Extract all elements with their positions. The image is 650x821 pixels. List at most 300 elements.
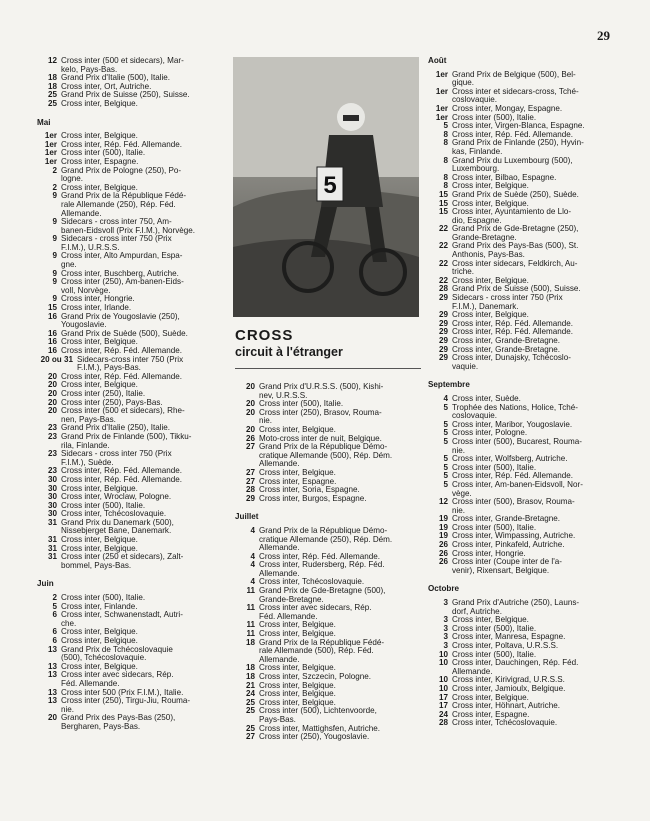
entry-line: Cross inter, Dunajsky, Tchécoslo- bbox=[452, 353, 571, 363]
entry-text bbox=[259, 707, 423, 724]
entry-line: triche. bbox=[452, 267, 475, 277]
entry-date: 26 bbox=[438, 557, 448, 567]
entry-line: Cross inter, Ayuntamiento de Llo- bbox=[452, 207, 572, 217]
entry-line: Cross inter et sidecars-cross, Tché- bbox=[452, 86, 579, 96]
entry-line: F.I.M.), U.R.S.S. bbox=[61, 242, 120, 252]
entry-line: Cross inter, Buschberg, Autriche. bbox=[61, 268, 179, 278]
entry-text bbox=[452, 208, 616, 225]
entry-text bbox=[452, 558, 616, 575]
entry-date: 18 bbox=[245, 672, 255, 681]
entry-text bbox=[61, 167, 223, 184]
entry-date: 29 bbox=[438, 353, 448, 363]
entry-date: 20 bbox=[47, 397, 57, 407]
entry-date: 29 bbox=[438, 327, 448, 337]
entry-line: Cross inter, Pinkafeld, Autriche. bbox=[452, 540, 565, 550]
entry-line: Cross inter, Hongrie. bbox=[61, 294, 135, 304]
entry-line: Cross inter, Schwanenstadt, Autri- bbox=[61, 610, 183, 620]
calendar-entry bbox=[428, 404, 616, 421]
entry-line: Cross inter, Tchécoslovaquie. bbox=[452, 718, 558, 728]
entry-line: Cross inter (500), Italie. bbox=[259, 399, 344, 409]
entry-line: Cross inter, Rudersberg, Rép. Féd. bbox=[259, 560, 385, 570]
entry-text bbox=[61, 100, 223, 109]
entry-date: 3 bbox=[443, 598, 448, 608]
entry-date: 29 bbox=[438, 310, 448, 320]
entry-line: Bergharen, Pays-Bas. bbox=[61, 721, 141, 731]
juillet-list bbox=[235, 527, 423, 742]
calendar-entry bbox=[37, 450, 223, 467]
entry-line: Cross inter, Mattighsfen, Autriche. bbox=[259, 723, 381, 733]
entry-date: 6 bbox=[52, 627, 57, 637]
entry-line: Cross inter (500), Italie. bbox=[452, 522, 537, 532]
entry-date: 17 bbox=[438, 701, 448, 711]
entry-line: Cross inter, Pologne. bbox=[452, 428, 528, 438]
entry-date: 15 bbox=[438, 207, 448, 217]
calendar-entry bbox=[428, 139, 616, 156]
entry-line: Cross inter, Belgique. bbox=[61, 661, 138, 671]
entry-text bbox=[452, 294, 616, 311]
entry-date: 16 bbox=[47, 328, 57, 338]
entry-line: nie. bbox=[61, 704, 75, 714]
entry-date: 1er bbox=[435, 103, 448, 113]
entry-text bbox=[259, 561, 423, 578]
entry-line: kelo, Pays-Bas. bbox=[61, 64, 118, 74]
entry-text bbox=[61, 714, 223, 731]
entry-date: 27 bbox=[245, 467, 255, 477]
entry-date: 31 bbox=[47, 543, 57, 553]
entry-line: Grand Prix de la République Fédé- bbox=[259, 637, 385, 647]
entry-line: Cross inter, Belgique. bbox=[259, 697, 336, 707]
entry-line: Cross inter, Suède. bbox=[452, 393, 521, 403]
calendar-entry bbox=[37, 714, 223, 731]
entry-date: 2 bbox=[52, 165, 57, 175]
entry-line: Grand Prix de Suisse (250), Suisse. bbox=[61, 90, 190, 100]
entry-line: Luxembourg. bbox=[452, 164, 500, 174]
entry-text bbox=[452, 498, 616, 515]
entry-date: 1er bbox=[435, 69, 448, 79]
entry-date: 3 bbox=[443, 641, 448, 650]
entry-line: Grande-Bretagne. bbox=[259, 594, 324, 604]
entry-text bbox=[61, 433, 223, 450]
calendar-entry bbox=[428, 225, 616, 242]
entry-line: Grand Prix de Suède (250), Suède. bbox=[452, 189, 579, 199]
entry-date: 5 bbox=[443, 454, 448, 464]
entry-line: Cross inter, Belgique. bbox=[259, 680, 336, 690]
entry-line: rale Allemande (250), Rép. Féd. bbox=[61, 199, 176, 209]
entry-date: 4 bbox=[250, 525, 255, 535]
entry-line: Cross inter, Tchécoslovaquie. bbox=[259, 577, 365, 587]
entry-line: Trophée des Nations, Holice, Tché- bbox=[452, 402, 578, 412]
entry-line: Grand Prix de Pologne (250), Po- bbox=[61, 165, 182, 175]
entry-date: 22 bbox=[438, 275, 448, 285]
entry-line: F.I.M.), Suède. bbox=[61, 457, 114, 467]
entry-line: Cross inter, Belgique. bbox=[61, 131, 138, 141]
entry-date: 5 bbox=[52, 601, 57, 611]
calendar-entry bbox=[37, 252, 223, 269]
entry-line: logne. bbox=[61, 174, 84, 184]
entry-line: Cross inter, Virgen-Blanca, Espagne. bbox=[452, 121, 585, 131]
entry-text bbox=[61, 611, 223, 628]
entry-date: 9 bbox=[52, 268, 57, 278]
entry-date: 20 bbox=[47, 371, 57, 381]
entry-date: 9 bbox=[52, 234, 57, 244]
entry-text bbox=[259, 587, 423, 604]
entry-text bbox=[61, 218, 223, 235]
entry-line: Cross inter, Grande-Bretagne. bbox=[452, 344, 560, 354]
entry-line: Allemande. bbox=[452, 666, 493, 676]
entry-line: Cross inter avec sidecars, Rép. bbox=[61, 670, 174, 680]
calendar-entry bbox=[37, 57, 223, 74]
calendar-entry bbox=[235, 707, 423, 724]
entry-line: rila, Finlande. bbox=[61, 440, 110, 450]
entry-line: gne. bbox=[61, 260, 77, 270]
entry-line: Grand Prix de Suisse (500), Suisse. bbox=[452, 284, 581, 294]
entry-date: 19 bbox=[438, 531, 448, 541]
calendar-entry bbox=[428, 208, 616, 225]
entry-date: 22 bbox=[438, 224, 448, 234]
mai-list bbox=[37, 132, 223, 570]
entry-line: Cross inter, Belgique. bbox=[61, 627, 138, 637]
entry-text bbox=[452, 719, 616, 728]
entry-line: Allemande. bbox=[61, 208, 102, 218]
entry-text bbox=[259, 733, 423, 742]
entry-line: dio, Espagne. bbox=[452, 215, 502, 225]
entry-date: 10 bbox=[438, 683, 448, 693]
entry-line: Cross inter, Belgique. bbox=[259, 689, 336, 699]
entry-date: 12 bbox=[438, 497, 448, 507]
entry-line: Cross inter, Belgique. bbox=[452, 198, 529, 208]
entry-text bbox=[452, 404, 616, 421]
entry-line: Cross inter (500), Italie. bbox=[61, 500, 146, 510]
heading-divider bbox=[235, 368, 421, 369]
entry-date: 30 bbox=[47, 500, 57, 510]
entry-text bbox=[61, 235, 223, 252]
entry-line: Cross inter (500), Italie. bbox=[452, 623, 537, 633]
calendar-entry bbox=[428, 558, 616, 575]
juin-list bbox=[37, 594, 223, 732]
entry-line: Cross inter, Rép. Féd. Allemande. bbox=[61, 346, 183, 355]
entry-text bbox=[452, 481, 616, 498]
calendar-entry bbox=[37, 697, 223, 714]
calendar-entry bbox=[37, 519, 223, 536]
entry-line: Cross inter, Rép. Féd. Allemande. bbox=[61, 474, 183, 484]
calendar-entry bbox=[37, 167, 223, 184]
entry-line: Sidecars-cross inter 750 (Prix bbox=[77, 354, 184, 364]
entry-line: Grand Prix du Luxembourg (500), bbox=[452, 155, 573, 165]
entry-line: Cross inter, Rép. Féd. Allemande. bbox=[259, 551, 381, 561]
entry-line: Cross inter (250), Italie. bbox=[61, 388, 146, 398]
entry-line: Cross inter, Rép. Féd. Allemande. bbox=[452, 471, 574, 481]
entry-line: Cross inter, Szczecin, Pologne. bbox=[259, 672, 372, 681]
entry-line: Cross inter, Belgique. bbox=[61, 337, 138, 347]
entry-date: 1er bbox=[44, 131, 57, 141]
entry-date: 22 bbox=[438, 241, 448, 251]
entry-line: Cross inter, Belgique. bbox=[259, 663, 336, 673]
entry-line: Cross inter, Grande-Bretagne. bbox=[452, 336, 560, 345]
section-title-juillet: Juillet bbox=[235, 512, 259, 522]
entry-date: 5 bbox=[443, 436, 448, 446]
entry-line: rale Allemande (500), Rép. Féd. bbox=[259, 646, 374, 656]
entry-text bbox=[259, 639, 423, 665]
calendar-entry bbox=[37, 671, 223, 688]
entry-date: 30 bbox=[47, 474, 57, 484]
calendar-entry bbox=[235, 495, 423, 504]
section-title-octobre: Octobre bbox=[428, 584, 460, 594]
entry-text bbox=[452, 71, 616, 88]
entry-text bbox=[77, 356, 223, 373]
entry-line: Grand Prix de la République Fédé- bbox=[61, 191, 187, 201]
entry-line: Sidecars - cross inter 750 (Prix bbox=[61, 234, 172, 244]
april-list bbox=[37, 57, 223, 109]
entry-line: Cross inter (250), Tirgu-Jiu, Rouma- bbox=[61, 696, 191, 706]
entry-date: 6 bbox=[52, 610, 57, 620]
entry-text bbox=[452, 88, 616, 105]
entry-line: Grand Prix d'Italie (500), Italie. bbox=[61, 73, 171, 83]
entry-text bbox=[61, 671, 223, 688]
entry-line: Cross inter, Wimpassing, Autriche. bbox=[452, 531, 576, 541]
entry-text bbox=[61, 57, 223, 74]
entry-date: 26 bbox=[438, 548, 448, 558]
entry-date: 20 bbox=[245, 382, 255, 391]
entry-date: 23 bbox=[47, 431, 57, 441]
race-plate-number: 5 bbox=[323, 172, 337, 199]
entry-line: Grand Prix de la République Démo- bbox=[259, 525, 388, 535]
entry-line: Grand Prix de Suède (500), Suède. bbox=[61, 328, 188, 338]
entry-date: 8 bbox=[443, 155, 448, 165]
entry-date: 1er bbox=[44, 148, 57, 158]
entry-line: Cross inter, Kirivigrad, U.R.S.S. bbox=[452, 675, 565, 685]
entry-line: nie. bbox=[259, 416, 273, 426]
aout-list bbox=[428, 71, 616, 372]
entry-line: Cross inter, Belgique. bbox=[61, 98, 138, 108]
entry-date: 13 bbox=[47, 661, 57, 671]
entry-line: Cross inter (250), Am-banen-Eids- bbox=[61, 277, 184, 287]
entry-date: 31 bbox=[47, 517, 57, 527]
entry-line: Cross inter, Rép. Féd. Allemande. bbox=[452, 327, 574, 337]
entry-date: 5 bbox=[443, 462, 448, 472]
calendar-entry bbox=[37, 407, 223, 424]
calendar-entry bbox=[235, 409, 423, 426]
entry-line: Cross inter (500), Lichtenvoorde, bbox=[259, 706, 377, 716]
calendar-entry bbox=[428, 260, 616, 277]
section-title-septembre: Septembre bbox=[428, 380, 470, 390]
calendar-entry bbox=[428, 719, 616, 728]
calendar-entry bbox=[235, 639, 423, 665]
entry-date: 24 bbox=[438, 709, 448, 719]
entry-line: che. bbox=[61, 618, 77, 628]
entry-date: 5 bbox=[443, 121, 448, 131]
entry-date: 25 bbox=[47, 98, 57, 108]
entry-date: 31 bbox=[47, 535, 57, 545]
entry-date: 3 bbox=[443, 632, 448, 642]
entry-line: kas, Finlande. bbox=[452, 146, 503, 156]
entry-date: 11 bbox=[246, 586, 255, 596]
entry-date: 25 bbox=[245, 723, 255, 733]
entry-date: 20 bbox=[47, 380, 57, 390]
entry-date: 30 bbox=[47, 483, 57, 493]
calendar-entry bbox=[37, 192, 223, 218]
entry-date: 8 bbox=[443, 172, 448, 182]
entry-date: 9 bbox=[52, 277, 57, 287]
entry-date: 20 bbox=[47, 388, 57, 398]
calendar-entry bbox=[37, 433, 223, 450]
entry-date: 25 bbox=[245, 706, 255, 716]
entry-text bbox=[61, 192, 223, 218]
calendar-entry bbox=[37, 235, 223, 252]
entry-date: 3 bbox=[443, 623, 448, 633]
entry-line: Cross inter, Belgique. bbox=[61, 182, 138, 192]
entry-line: Cross inter, Maribor, Yougoslavie. bbox=[452, 419, 573, 429]
entry-line: voll, Norvège. bbox=[61, 285, 111, 295]
calendar-entry bbox=[428, 481, 616, 498]
entry-date: 28 bbox=[438, 718, 448, 728]
entry-date: 27 bbox=[245, 732, 255, 742]
entry-line: Cross inter, Belgique. bbox=[452, 310, 529, 320]
entry-date: 27 bbox=[245, 476, 255, 486]
entry-date: 15 bbox=[438, 198, 448, 208]
entry-date: 20 bbox=[245, 407, 255, 417]
entry-date: 1er bbox=[44, 156, 57, 166]
entry-line: Cross inter, Finlande. bbox=[61, 601, 138, 611]
entry-text bbox=[452, 354, 616, 371]
entry-date: 24 bbox=[245, 689, 255, 699]
entry-line: Cross inter (250 et sidecars), Zalt- bbox=[61, 552, 184, 562]
entry-line: Cross inter, Höhnart, Autriche. bbox=[452, 701, 560, 711]
entry-text bbox=[259, 527, 423, 553]
heading-subtitle: circuit à l'étranger bbox=[235, 345, 343, 359]
entry-date: 4 bbox=[250, 551, 255, 561]
entry-line: Allemande. bbox=[259, 654, 300, 664]
entry-line: Grande-Bretagne. bbox=[452, 232, 517, 242]
calendar-entry bbox=[37, 356, 223, 373]
entry-date: 25 bbox=[47, 90, 57, 100]
entry-line: Cross inter (500 et sidecars), Mar- bbox=[61, 56, 184, 65]
calendar-entry bbox=[37, 611, 223, 628]
juin-continued-list bbox=[235, 383, 423, 503]
calendar-entry bbox=[428, 294, 616, 311]
entry-line: Cross inter, Poltava, U.R.S.S. bbox=[452, 641, 559, 650]
septembre-list bbox=[428, 395, 616, 575]
entry-date: 27 bbox=[245, 442, 255, 452]
entry-date: 20 bbox=[245, 424, 255, 434]
left-column bbox=[37, 57, 223, 732]
entry-date: 16 bbox=[47, 346, 57, 355]
entry-line: Cross inter, Jamioulx, Belgique. bbox=[452, 683, 566, 693]
calendar-entry bbox=[428, 599, 616, 616]
entry-line: Cross inter (Coupe inter de l'a- bbox=[452, 557, 562, 567]
entry-line: Grand Prix d'Italie (250), Italie. bbox=[61, 423, 171, 433]
entry-text bbox=[452, 659, 616, 676]
entry-date: 25 bbox=[245, 697, 255, 707]
entry-line: Cross inter, Hongrie. bbox=[452, 548, 526, 558]
entry-line: coslovaquie. bbox=[452, 411, 497, 421]
entry-line: (500), Tchécoslovaquie. bbox=[61, 653, 147, 663]
entry-line: Cross inter, Belgique. bbox=[259, 629, 336, 639]
entry-text bbox=[452, 599, 616, 616]
entry-date: 30 bbox=[47, 509, 57, 519]
entry-line: Cross inter (500), Italie. bbox=[61, 593, 146, 603]
motocross-photo bbox=[233, 57, 419, 317]
entry-line: Grand Prix de Finlande (250), Hyvin- bbox=[452, 138, 584, 148]
entry-date: 10 bbox=[438, 675, 448, 685]
entry-line: Grand Prix de Finlande (500), Tikku- bbox=[61, 431, 192, 441]
entry-date: 29 bbox=[438, 336, 448, 345]
entry-text bbox=[259, 443, 423, 469]
entry-line: Cross inter, Belgique. bbox=[259, 467, 336, 477]
calendar-entry bbox=[428, 88, 616, 105]
entry-date: 9 bbox=[52, 294, 57, 304]
entry-line: Cross inter, Belgique. bbox=[61, 543, 138, 553]
entry-line: Sidecars - cross inter 750 (Prix bbox=[61, 449, 172, 459]
entry-line: Cross inter, Am-banen-Eidsvoll, Nor- bbox=[452, 479, 583, 489]
entry-date: 8 bbox=[443, 181, 448, 191]
calendar-entry bbox=[235, 561, 423, 578]
calendar-entry bbox=[37, 646, 223, 663]
entry-line: Cross inter, Belgique. bbox=[452, 275, 529, 285]
calendar-entry bbox=[428, 242, 616, 259]
entry-date: 22 bbox=[438, 258, 448, 268]
entry-line: Cross inter, Bilbao, Espagne. bbox=[452, 172, 557, 182]
entry-line: Cross inter, Ort, Autriche. bbox=[61, 81, 152, 91]
entry-line: Cross inter, Alto Ampurdan, Espa- bbox=[61, 251, 183, 261]
entry-line: Cross inter, Espagne. bbox=[61, 156, 139, 166]
entry-date: 13 bbox=[47, 687, 57, 697]
entry-date: 31 bbox=[47, 552, 57, 562]
entry-text bbox=[61, 450, 223, 467]
entry-line: Cross inter avec sidecars, Rép. bbox=[259, 603, 372, 613]
entry-text bbox=[61, 646, 223, 663]
entry-text bbox=[452, 139, 616, 156]
calendar-entry bbox=[235, 733, 423, 742]
entry-line: Allemande. bbox=[259, 459, 300, 469]
entry-line: Cross inter (500), Italie. bbox=[452, 649, 537, 659]
section-title-mai: Mai bbox=[37, 117, 51, 127]
entry-line: Grand Prix de Tchécoslovaquie bbox=[61, 644, 173, 654]
entry-date: 5 bbox=[443, 428, 448, 438]
entry-line: Cross inter (500), Italie. bbox=[452, 112, 537, 122]
entry-line: Moto-cross inter de nuit, Belgique. bbox=[259, 433, 382, 443]
entry-line: Cross inter, Wolfsberg, Autriche. bbox=[452, 454, 568, 464]
entry-line: Cross inter (500), Bucarest, Rouma- bbox=[452, 436, 582, 446]
entry-date: 15 bbox=[438, 189, 448, 199]
entry-date: 1er bbox=[435, 112, 448, 122]
middle-column bbox=[235, 383, 423, 742]
section-title-juin: Juin bbox=[37, 579, 54, 589]
entry-line: vaquie. bbox=[452, 361, 479, 371]
entry-line: Cross inter, Burgos, Espagne. bbox=[259, 493, 367, 503]
entry-line: Féd. Allemande. bbox=[259, 611, 318, 621]
entry-line: Grand Prix de Gde-Bretagne (500), bbox=[259, 586, 386, 596]
entry-line: Grand Prix de Belgique (500), Bel- bbox=[452, 69, 576, 79]
calendar-entry bbox=[428, 157, 616, 174]
entry-date: 13 bbox=[47, 644, 57, 654]
entry-text bbox=[61, 553, 223, 570]
entry-line: Grand Prix de Gde-Bretagne (250), bbox=[452, 224, 579, 234]
entry-date: 29 bbox=[438, 293, 448, 303]
entry-line: Grand Prix du Danemark (500), bbox=[61, 517, 174, 527]
entry-date: 20 ou 31 bbox=[40, 354, 73, 364]
entry-date: 1er bbox=[435, 86, 448, 96]
entry-line: Allemande. bbox=[259, 543, 300, 553]
entry-date: 29 bbox=[438, 318, 448, 328]
entry-line: Cross inter, Rép. Féd. Allemande. bbox=[452, 129, 574, 139]
entry-line: Pays-Bas. bbox=[259, 714, 296, 724]
entry-date: 4 bbox=[250, 577, 255, 587]
entry-date: 18 bbox=[245, 663, 255, 673]
entry-date: 26 bbox=[245, 433, 255, 443]
entry-line: nev, U.R.S.S. bbox=[259, 390, 308, 400]
entry-text bbox=[452, 225, 616, 242]
calendar-entry bbox=[428, 438, 616, 455]
